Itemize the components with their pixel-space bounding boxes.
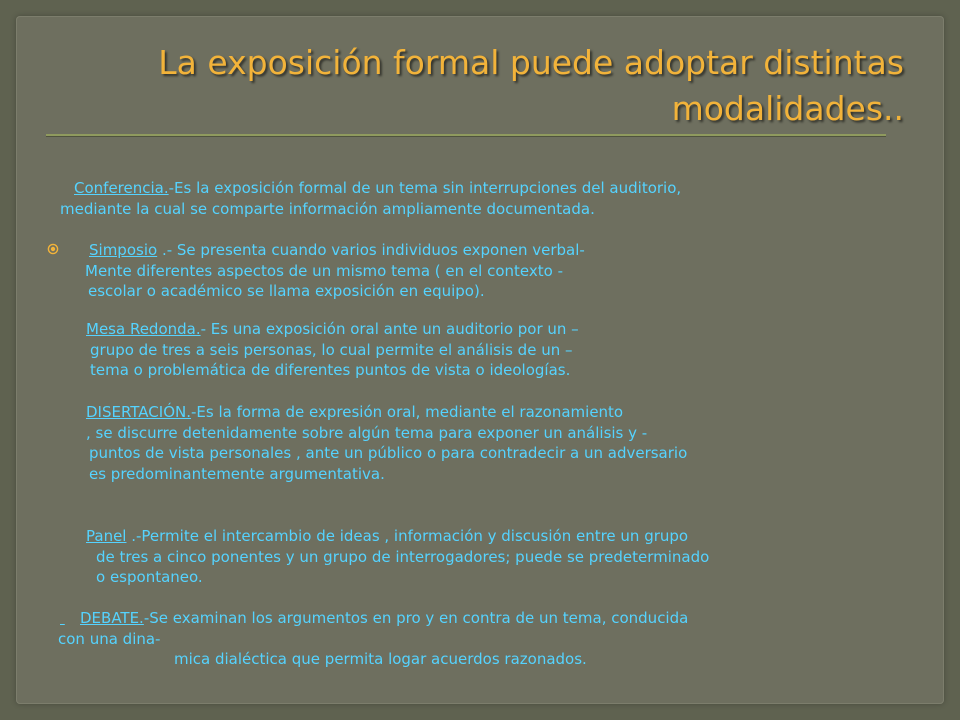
debate-line: mica dialéctica que permita logar acuerdos razonados. xyxy=(174,650,587,668)
debate-text: -Se examinan los argumentos en pro y en contra de un tema, conducida xyxy=(143,609,689,627)
debate-underline-gap xyxy=(60,608,80,629)
conferencia-text: -Es la exposición formal de un tema sin interrupciones del auditorio, xyxy=(168,179,682,197)
panel-line: o espontaneo. xyxy=(96,568,203,586)
circle-bullet-icon xyxy=(47,243,59,255)
section-panel xyxy=(86,526,709,588)
simposio-line: Mente diferentes aspectos de un mismo tema ( en el contexto - xyxy=(85,261,563,280)
section-debate xyxy=(60,608,688,670)
panel-term: Panel xyxy=(86,527,127,545)
mesa-redonda-line: grupo de tres a seis personas, lo cual permite el análisis de un – xyxy=(90,340,573,359)
title-line-1: La exposición formal puede adoptar distintas xyxy=(158,43,904,82)
disertacion-text: -Es la forma de expresión oral, mediante el razonamiento xyxy=(191,403,624,421)
conferencia-line: mediante la cual se comparte información ampliamente documentada. xyxy=(60,199,595,218)
mesa-redonda-line: tema o problemática de diferentes puntos de vista o ideologías. xyxy=(90,361,571,379)
debate-term: DEBATE. xyxy=(80,609,144,627)
conferencia-term: Conferencia. xyxy=(74,179,169,197)
simposio-term: Simposio xyxy=(89,241,158,259)
disertacion-first-line xyxy=(86,402,687,423)
mesa-redonda-text: - Es una exposición oral ante un auditorio por un – xyxy=(200,320,579,338)
panel-text: .-Permite el intercambio de ideas , información y discusión entre un grupo xyxy=(126,527,689,545)
simposio-line: escolar o académico se llama exposición en equipo). xyxy=(88,282,485,300)
title-line-2: modalidades.. xyxy=(671,89,904,128)
mesa-redonda-term: Mesa Redonda. xyxy=(86,320,201,338)
conferencia-first-line xyxy=(60,178,681,199)
disertacion-line: , se discurre detenidamente sobre algún tema para exponer un análisis y - xyxy=(86,423,648,442)
disertacion-line: es predominantemente argumentativa. xyxy=(89,464,385,483)
simposio-first-line xyxy=(89,240,585,261)
mesa-redonda-first-line xyxy=(86,319,579,340)
debate-line: con una dina- xyxy=(58,629,161,648)
panel-line: de tres a cinco ponentes y un grupo de interrogadores; puede se predeterminado xyxy=(96,547,710,566)
panel-first-line xyxy=(86,526,709,547)
disertacion-line: puntos de vista personales , ante un público o para contradecir a un adversario xyxy=(89,444,688,462)
disertacion-term: DISERTACIÓN. xyxy=(86,403,191,421)
section-disertacion xyxy=(86,402,687,484)
simposio-text: .- Se presenta cuando varios individuos exponen verbal- xyxy=(157,241,585,259)
section-conferencia xyxy=(60,178,681,219)
section-mesa-redonda xyxy=(86,319,579,381)
debate-first-line xyxy=(60,608,688,629)
section-simposio xyxy=(85,240,585,302)
